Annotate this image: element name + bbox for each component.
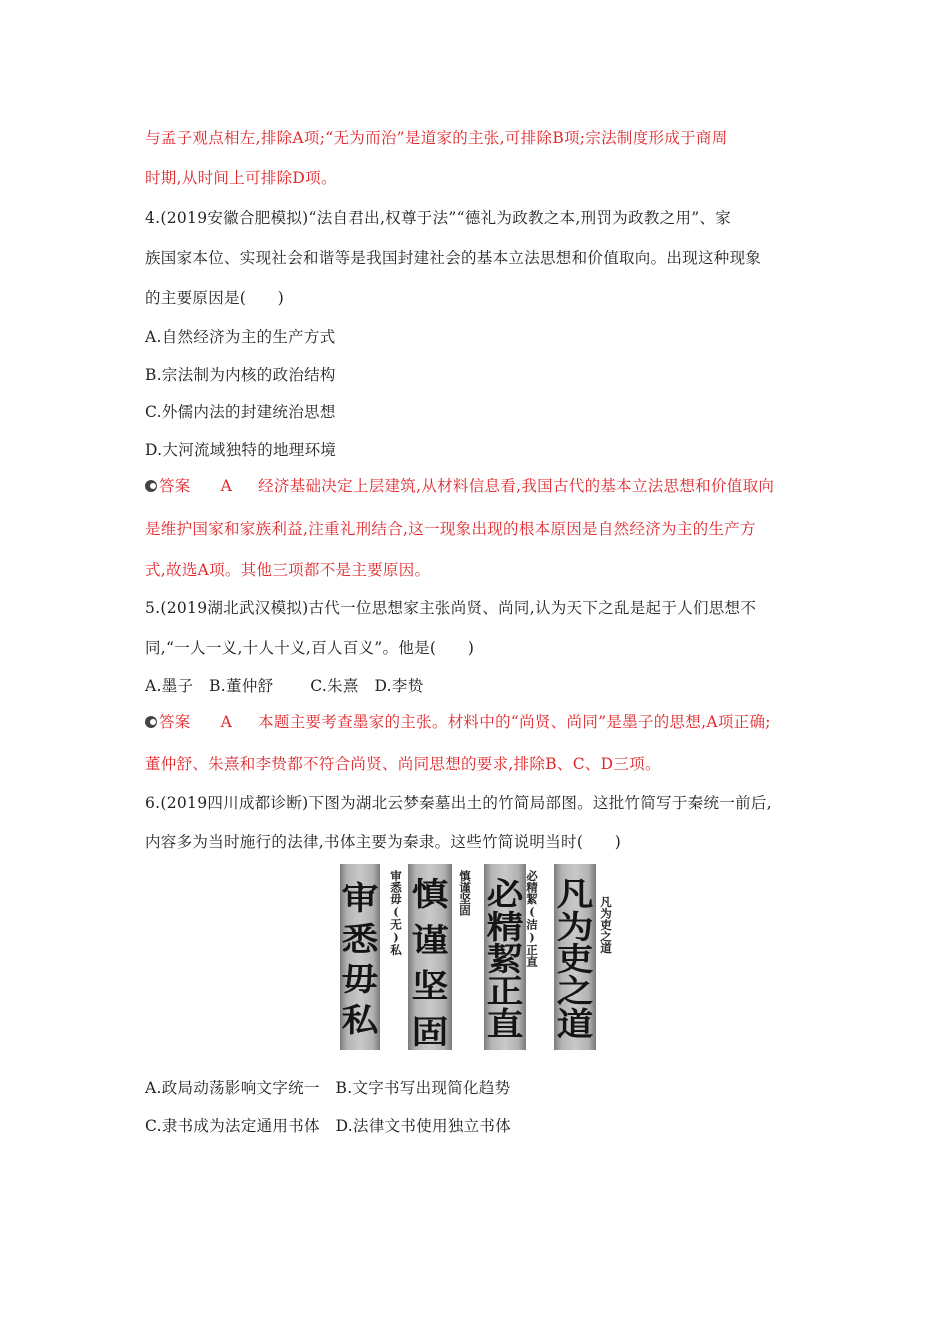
prev-explanation-line-1: 与孟子观点相左,排除A项;“无为而治”是道家的主张,可排除B项;宗法制度形成于商周 xyxy=(145,129,728,147)
slip-glyph: 为 xyxy=(556,907,594,946)
slip-glyph: 絜 xyxy=(486,939,524,978)
q6-options-line-2: C.隶书成为法定通用书体 D.法律文书使用独立书体 xyxy=(145,1117,512,1135)
answer-marker-icon xyxy=(145,716,157,728)
slip-glyph: 直 xyxy=(486,1004,524,1043)
bamboo-slip-3 xyxy=(484,864,526,1050)
q4-answer-label: 答案 xyxy=(159,477,191,495)
slip-glyph: 慎 xyxy=(411,875,449,913)
q5-stem-line-2: 同,“一人一义,十人十义,百人百义”。他是( ) xyxy=(145,639,475,657)
bamboo-slip-figure xyxy=(340,864,596,1050)
q4-stem-line-1: 4.(2019安徽合肥模拟)“法自君出,权尊于法”“德礼为政教之本,刑罚为政教之用”、家 xyxy=(145,209,732,227)
q4-option-d: D.大河流域独特的地理环境 xyxy=(145,441,337,459)
slip-glyph: 精 xyxy=(486,907,524,946)
q4-option-c: C.外儒内法的封建统治思想 xyxy=(145,403,336,421)
q5-answer-line-1 xyxy=(145,712,825,732)
q6-stem-line-2: 内容多为当时施行的法律,书体主要为秦隶。这些竹简说明当时( ) xyxy=(145,833,622,851)
q6-stem-line-1: 6.(2019四川成都诊断)下图为湖北云梦秦墓出土的竹简局部图。这批竹简写于秦统一前后, xyxy=(145,794,772,812)
bamboo-slip-4-caption: 凡为吏之道 xyxy=(599,896,613,954)
q5-stem-line-1: 5.(2019湖北武汉模拟)古代一位思想家主张尚贤、尚同,认为天下之乱是起于人们思想不 xyxy=(145,599,757,617)
bamboo-slip-2 xyxy=(408,864,452,1050)
q4-stem-line-2: 族国家本位、实现社会和谐等是我国封建社会的基本立法思想和价值取向。出现这种现象 xyxy=(145,249,762,267)
slip-glyph: 悉 xyxy=(341,919,379,958)
q4-answer-line-1 xyxy=(145,476,825,496)
q4-answer-text-1: 经济基础决定上层建筑,从材料信息看,我国古代的基本立法思想和价值取向 xyxy=(258,477,775,495)
slip-glyph: 毋 xyxy=(341,960,379,999)
slip-glyph: 道 xyxy=(556,1004,594,1043)
slip-glyph: 审 xyxy=(341,879,379,918)
q4-option-a: A.自然经济为主的生产方式 xyxy=(145,328,336,346)
slip-glyph: 之 xyxy=(556,972,594,1011)
q4-option-b: B.宗法制为内核的政治结构 xyxy=(145,366,336,384)
slip-glyph: 必 xyxy=(486,875,524,914)
slip-glyph: 谨 xyxy=(411,921,449,959)
q5-options: A.墨子 B.董仲舒 C.朱熹 D.李贽 xyxy=(145,677,424,695)
q5-answer-text-1: 本题主要考查墨家的主张。材料中的“尚贤、尚同”是墨子的思想,A项正确; xyxy=(258,713,771,731)
q4-answer-line-3: 式,故选A项。其他三项都不是主要原因。 xyxy=(145,561,431,579)
bamboo-slip-2-caption: 慎谨坚固 xyxy=(458,870,472,916)
slip-glyph: 正 xyxy=(486,972,524,1011)
q5-answer-letter: A xyxy=(220,713,233,731)
q4-answer-letter: A xyxy=(220,477,233,495)
bamboo-slip-1-caption: 审悉毋(无)私 xyxy=(389,870,403,956)
slip-glyph: 坚 xyxy=(411,967,449,1005)
bamboo-slip-4 xyxy=(554,864,596,1050)
slip-glyph: 凡 xyxy=(556,875,594,914)
slip-glyph: 吏 xyxy=(556,939,594,978)
q4-stem-line-3: 的主要原因是( ) xyxy=(145,289,285,307)
answer-marker-icon xyxy=(145,480,157,492)
bamboo-slip-1 xyxy=(340,864,380,1050)
bamboo-slip-3-caption: 必精絜(洁)正直 xyxy=(525,870,539,967)
prev-explanation-line-2: 时期,从时间上可排除D项。 xyxy=(145,169,337,187)
q4-answer-line-2: 是维护国家和家族利益,注重礼刑结合,这一现象出现的根本原因是自然经济为主的生产方 xyxy=(145,520,756,538)
q5-answer-line-2: 董仲舒、朱熹和李贽都不符合尚贤、尚同思想的要求,排除B、C、D三项。 xyxy=(145,755,661,773)
q5-answer-label: 答案 xyxy=(159,713,191,731)
slip-glyph: 固 xyxy=(411,1013,449,1051)
slip-glyph: 私 xyxy=(341,1000,379,1039)
q6-options-line-1: A.政局动荡影响文字统一 B.文字书写出现简化趋势 xyxy=(145,1079,511,1097)
